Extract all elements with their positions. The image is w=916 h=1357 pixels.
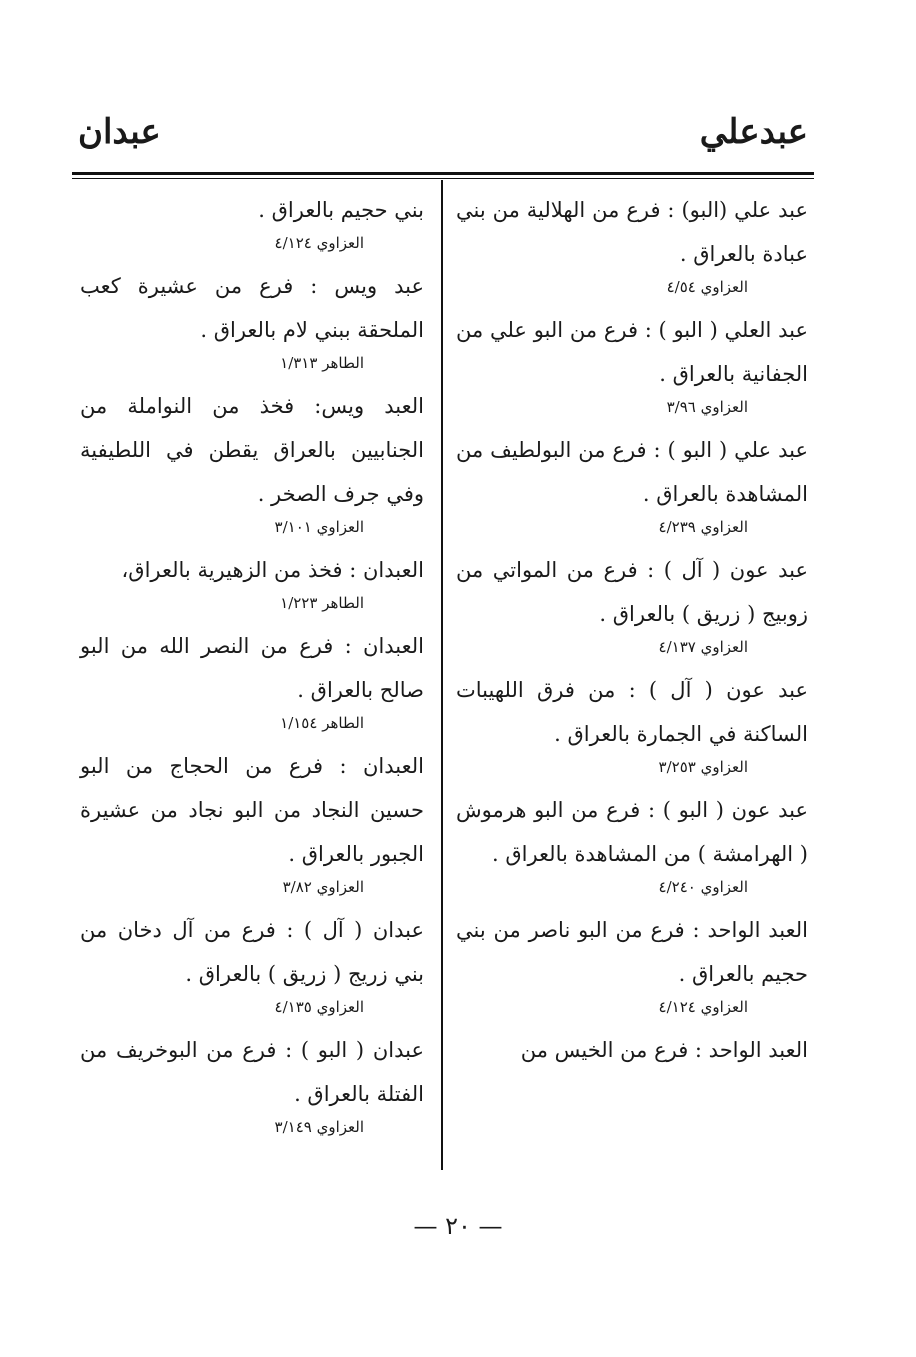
entry-text: عبد عون ( البو ) : فرع من البو هرموش ( الهرامشة ) من المشاهدة بالعراق . <box>456 798 808 866</box>
entry-reference: العزاوي ٤/١٢٤ <box>274 234 364 252</box>
entry <box>456 188 808 298</box>
entry-text: عبد علي (البو) : فرع من الهلالية من بني عبادة بالعراق . <box>456 198 808 266</box>
entry-reference: العزاوي ٣/٢٥٣ <box>658 758 748 776</box>
entry <box>80 1028 424 1138</box>
entry-text: عبدان ( البو ) : فرع من البوخريف من الفتلة بالعراق . <box>80 1038 424 1106</box>
entry <box>456 428 808 538</box>
entry <box>456 308 808 418</box>
entry-text: عبد العلي ( البو ) : فرع من البو علي من الجفانية بالعراق . <box>456 318 808 386</box>
entry <box>456 668 808 778</box>
entry-reference: العزاوي ٤/٢٣٩ <box>658 518 748 536</box>
entry <box>80 264 424 374</box>
entry <box>456 1028 808 1072</box>
entry <box>80 744 424 898</box>
entry <box>80 188 424 254</box>
header-rule <box>72 172 814 175</box>
entry-text: عبد عون ( آل ) : من فرق اللهيبات الساكنة في الجمارة بالعراق . <box>456 678 808 746</box>
entry-reference: الطاهر ١/١٥٤ <box>280 714 364 732</box>
entry-reference: العزاوي ٣/٩٦ <box>666 398 748 416</box>
entry-reference: العزاوي ٤/١٢٤ <box>658 998 748 1016</box>
column-divider <box>441 180 443 1170</box>
left-column <box>80 188 424 1148</box>
entry-text: العبد الواحد : فرع من الخيس من <box>520 1038 808 1062</box>
entry-reference: العزاوي ٤/٥٤ <box>666 278 748 296</box>
entry-reference: العزاوي ٤/٢٤٠ <box>658 878 748 896</box>
entry <box>80 624 424 734</box>
entry-text: بني حجيم بالعراق . <box>258 198 424 222</box>
entry-reference: العزاوي ٣/١٠١ <box>274 518 364 536</box>
entry-text: العبدان : فرع من الحجاج من البو حسين النجاد من البو نجاد من عشيرة الجبور بالعراق . <box>80 754 424 866</box>
page-number: — ٢٠ — <box>413 1212 503 1240</box>
entry-reference: الطاهر ١/٣١٣ <box>280 354 364 372</box>
entry-text: العبد الواحد : فرع من البو ناصر من بني حجيم بالعراق . <box>456 918 808 986</box>
running-header-right: عبدعلي <box>699 112 808 152</box>
entry-text: عبدان ( آل ) : فرع من آل دخان من بني زريج ( زريق ) بالعراق . <box>80 918 424 986</box>
entry <box>80 384 424 538</box>
entry <box>456 908 808 1018</box>
entry-text: العبدان : فخذ من الزهيرية بالعراق، <box>121 558 424 582</box>
right-column <box>456 188 808 1082</box>
entry-text: العبدان : فرع من النصر الله من البو صالح بالعراق . <box>80 634 424 702</box>
entry-text: عبد ويس : فرع من عشيرة كعب الملحقة ببني لام بالعراق . <box>80 274 424 342</box>
entry-reference: العزاوي ٤/١٣٥ <box>274 998 364 1016</box>
entry-reference: العزاوي ٣/٨٢ <box>282 878 364 896</box>
entry <box>456 788 808 898</box>
entry-reference: العزاوي ٣/١٤٩ <box>274 1118 364 1136</box>
entry <box>80 908 424 1018</box>
entry-reference: الطاهر ١/٢٢٣ <box>280 594 364 612</box>
running-header-left: عبدان <box>78 112 161 152</box>
entry-text: عبد عون ( آل ) : فرع من المواتي من زوبيج ( زريق ) بالعراق . <box>456 558 808 626</box>
header-rule-thin <box>72 178 814 179</box>
entry <box>456 548 808 658</box>
entry-text: العبد ويس: فخذ من النواملة من الجنابيين بالعراق يقطن في اللطيفية وفي جرف الصخر . <box>80 394 424 506</box>
entry-text: عبد علي ( البو ) : فرع من البولطيف من المشاهدة بالعراق . <box>456 438 808 506</box>
entry-reference: العزاوي ٤/١٣٧ <box>658 638 748 656</box>
entry <box>80 548 424 614</box>
